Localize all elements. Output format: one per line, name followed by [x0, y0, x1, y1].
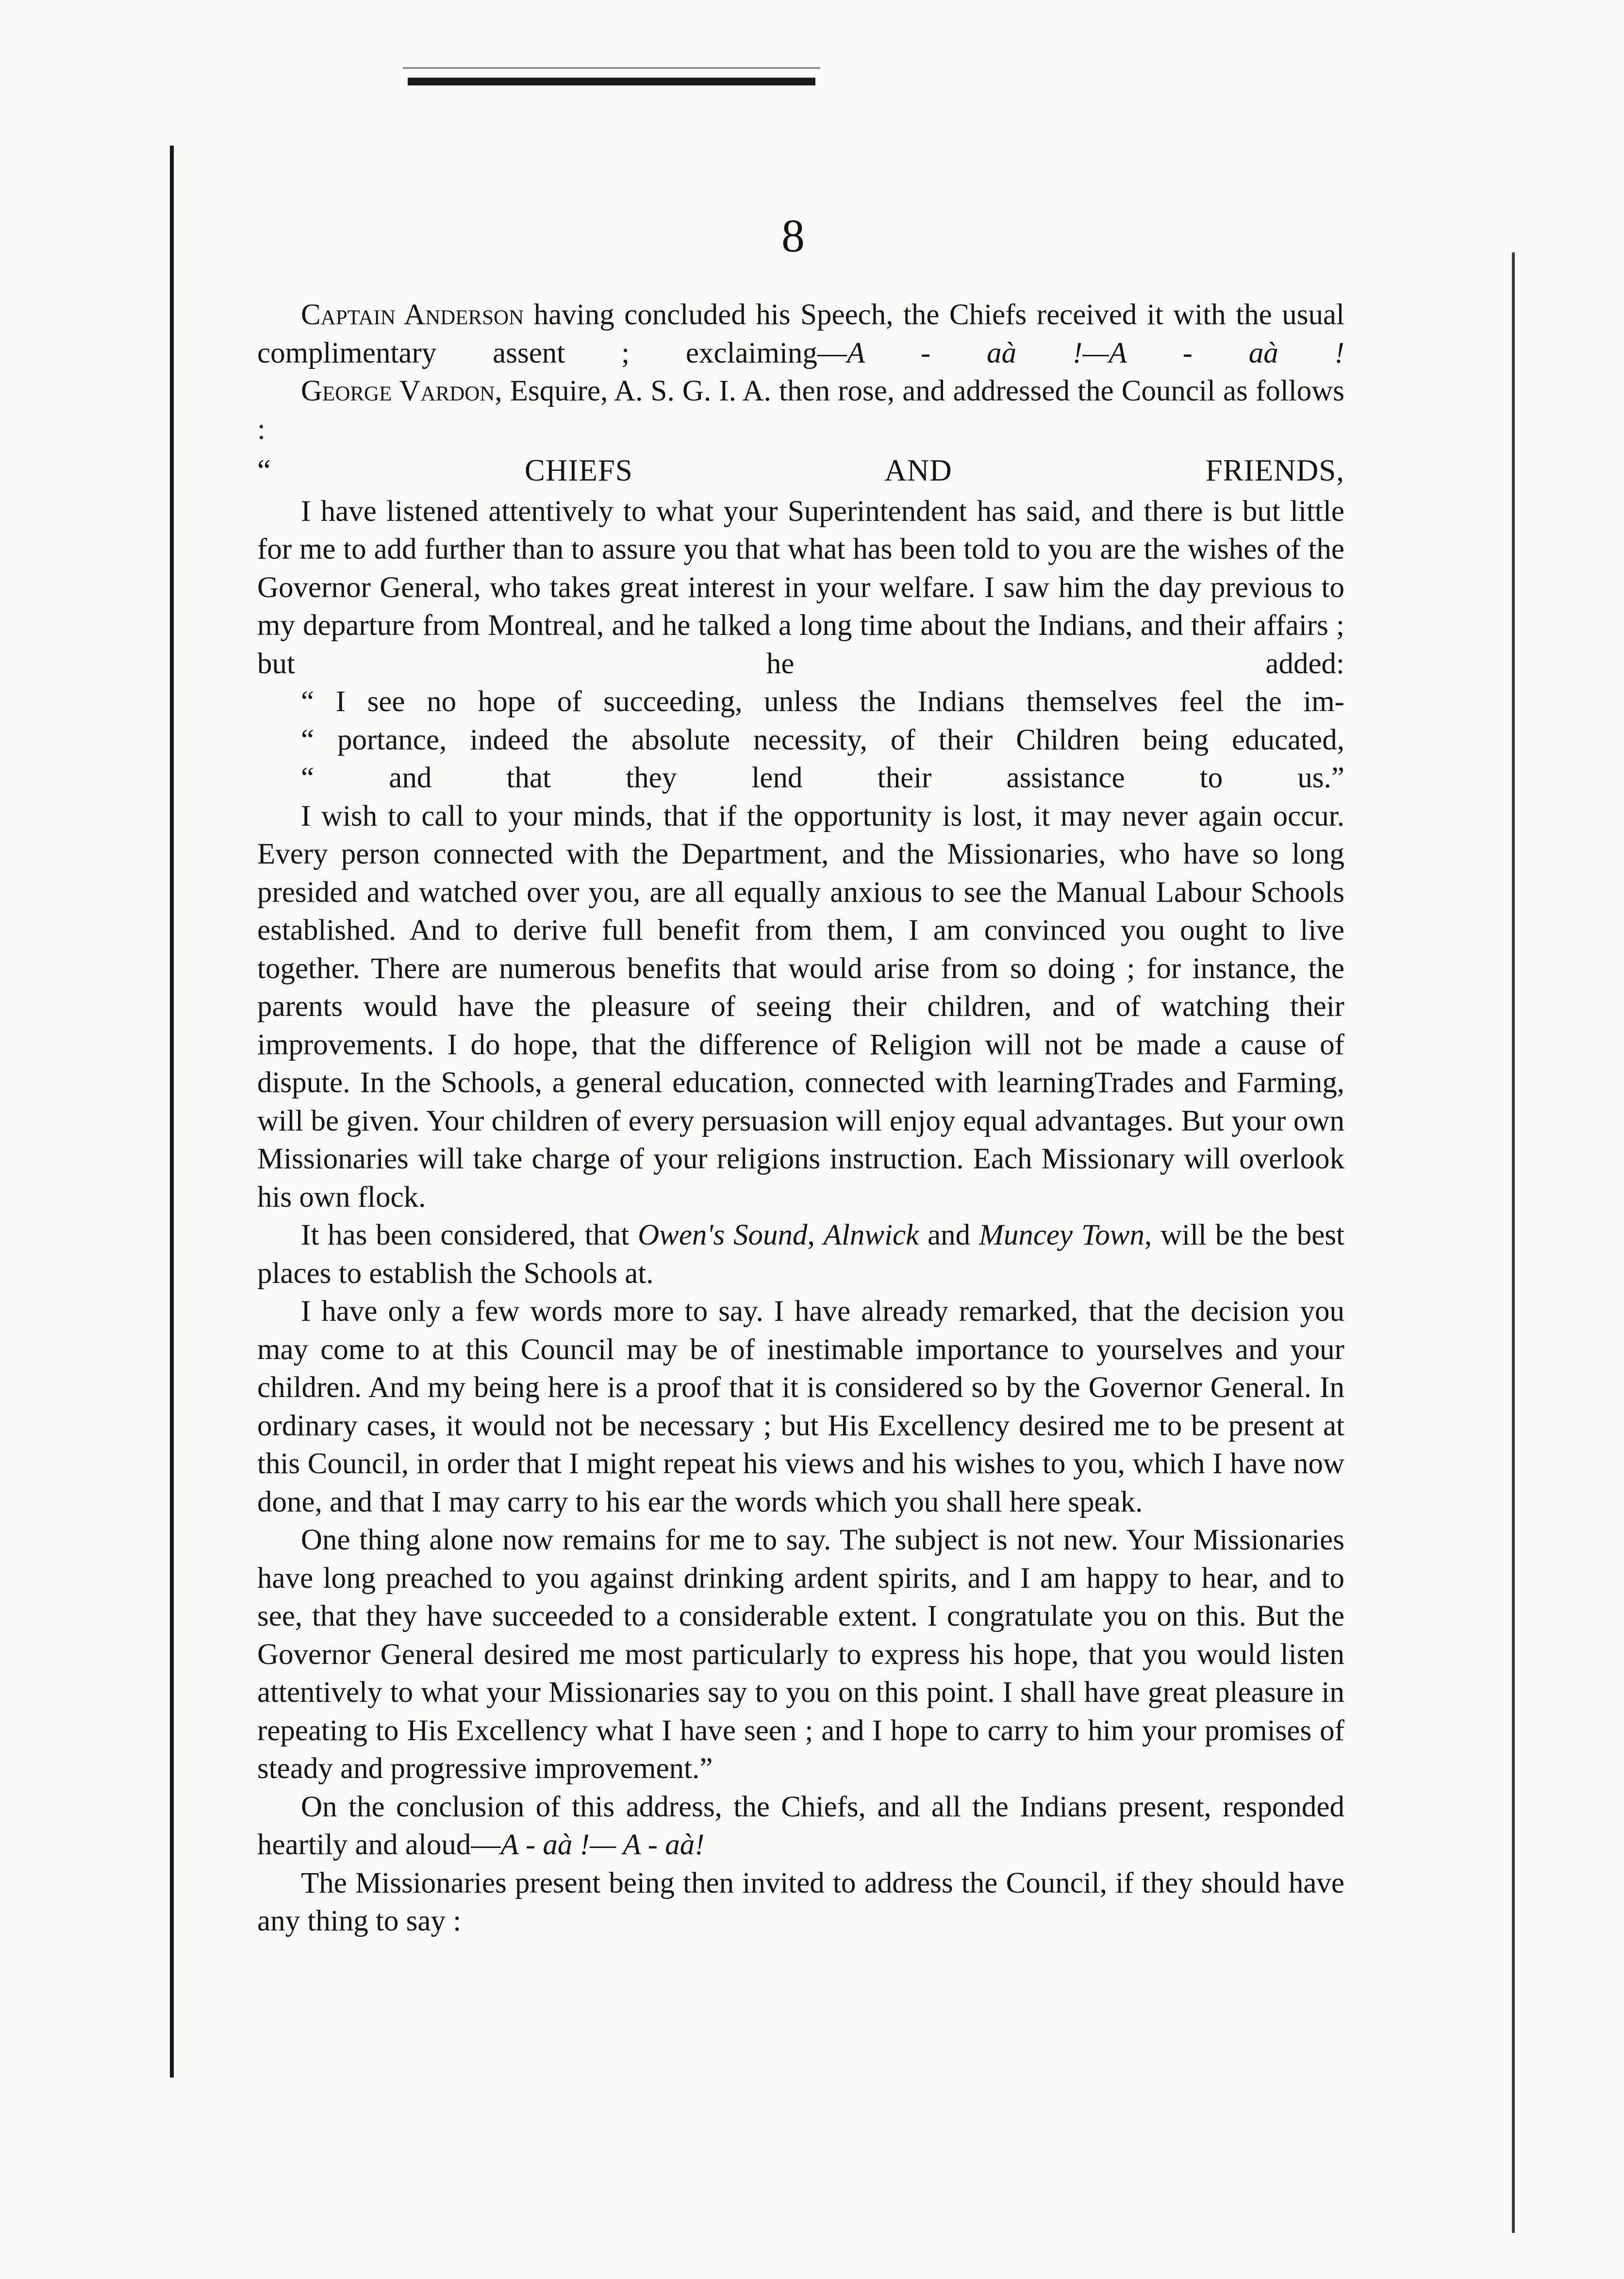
place-name: Muncey Town: [979, 1219, 1144, 1251]
indian-exclamation: A - aà !—A - aà !: [846, 336, 1344, 369]
paragraph-captain-anderson: [257, 296, 1344, 372]
paragraph-text: I have listened attentively to what your Superintendent has said, and there is but little for me to add further than to assure you that what has been told to you are the wishes of the Governor General, who takes great interest in your welfare. I saw him the day previous to my departure from Montreal, and he talked a long time about the Indians, and their affairs ; but he added:: [257, 495, 1344, 680]
paragraph-conclusion: [257, 1788, 1344, 1864]
page-number: 8: [781, 210, 805, 262]
separator: and: [919, 1219, 979, 1251]
page-body: [257, 296, 1344, 1941]
indian-exclamation: A - aà !— A - aà!: [500, 1829, 705, 1861]
paragraph-missionaries-invited: The Missionaries present being then invited to address the Council, if they should have any thing to say :: [257, 1866, 1344, 1937]
place-name: Owen's Sound: [638, 1219, 808, 1251]
quote-line: “ portance, indeed the absolute necessity, of their Children being educated,: [301, 723, 1344, 756]
address-heading: “ CHIEFS AND FRIENDS,: [257, 453, 1344, 487]
paragraph-opportunity: I wish to call to your minds, that if the opportunity is lost, it may never again occur. Every person connected with the Department, and the Missionaries, who have so long presided and watched over you, are all equally anxious to see the Manual Labour Schools established. And to derive full benefit from them, I am convinced you ought to live together. There are numerous benefits that would arise from so doing ; for instance, the parents would have the pleasure of seeing their children, and of watching their improvements. I do hope, that the difference of Religion will not be made a cause of dispute. In the Schools, a general education, connected with learningTrades and Farming, will be given. Your children of every persuasion will enjoy equal advantages. But your own Missionaries will take charge of your religions instruction. Each Missionary will overlook his own flock.: [257, 799, 1344, 1214]
paragraph-few-words: I have only a few words more to say. I have already remarked, that the decision you may come to at this Council may be of inestimable importance to yourselves and your children. And my being here is a proof that it is considered so by the Governor General. In ordinary cases, it would not be necessary ; but His Excellency desired me to be present at this Council, in order that I might repeat his views and his wishes to you, which I have now done, and that I may carry to his ear the words which you shall here speak.: [257, 1295, 1344, 1518]
quote-line: “ and that they lend their assistance to us.”: [301, 762, 1344, 794]
top-decorative-rule-thin: [403, 67, 820, 69]
paragraph-text: , Esquire, A. S. G. I. A. then rose, and addressed the Council as follows :: [257, 375, 1345, 446]
paragraph-school-places: [257, 1216, 1344, 1293]
paragraph-george-vardon: [257, 372, 1344, 449]
paragraph-text: It has been considered, that: [301, 1219, 638, 1251]
speaker-name: George Vardon: [301, 375, 495, 407]
left-margin-mark: [170, 146, 174, 2078]
right-margin-mark: [1512, 252, 1515, 2233]
quote-line: “ I see no hope of succeeding, unless the Indians themselves feel the im-: [301, 685, 1344, 718]
top-decorative-rule: [408, 78, 815, 85]
place-name: Alnwick: [823, 1219, 919, 1251]
separator: ,: [807, 1219, 824, 1251]
speaker-name: Captain Anderson: [301, 299, 524, 331]
paragraph-listened: [257, 493, 1344, 798]
paragraph-text: having concluded his Speech, the Chiefs received it with the usual complimentary assent ; exclaiming—: [257, 299, 1344, 369]
paragraph-text: , will be the best places to establish the Schools at.: [257, 1219, 1345, 1290]
paragraph-ardent-spirits: One thing alone now remains for me to say. The subject is not new. Your Missionaries have long preached to you against drinking ardent spirits, and I am happy to hear, and to see, that they have succeeded to a considerable extent. I congratulate you on this. But the Governor General desired me most particularly to express his hope, that you would listen attentively to what your Missionaries say to you on this point. I shall have great pleasure in repeating to His Excellency what I have seen ; and I hope to carry to him your promises of steady and progressive improvement.”: [257, 1524, 1344, 1785]
paragraph-text: On the conclusion of this address, the Chiefs, and all the Indians present, responded heartily and aloud—: [257, 1790, 1344, 1861]
